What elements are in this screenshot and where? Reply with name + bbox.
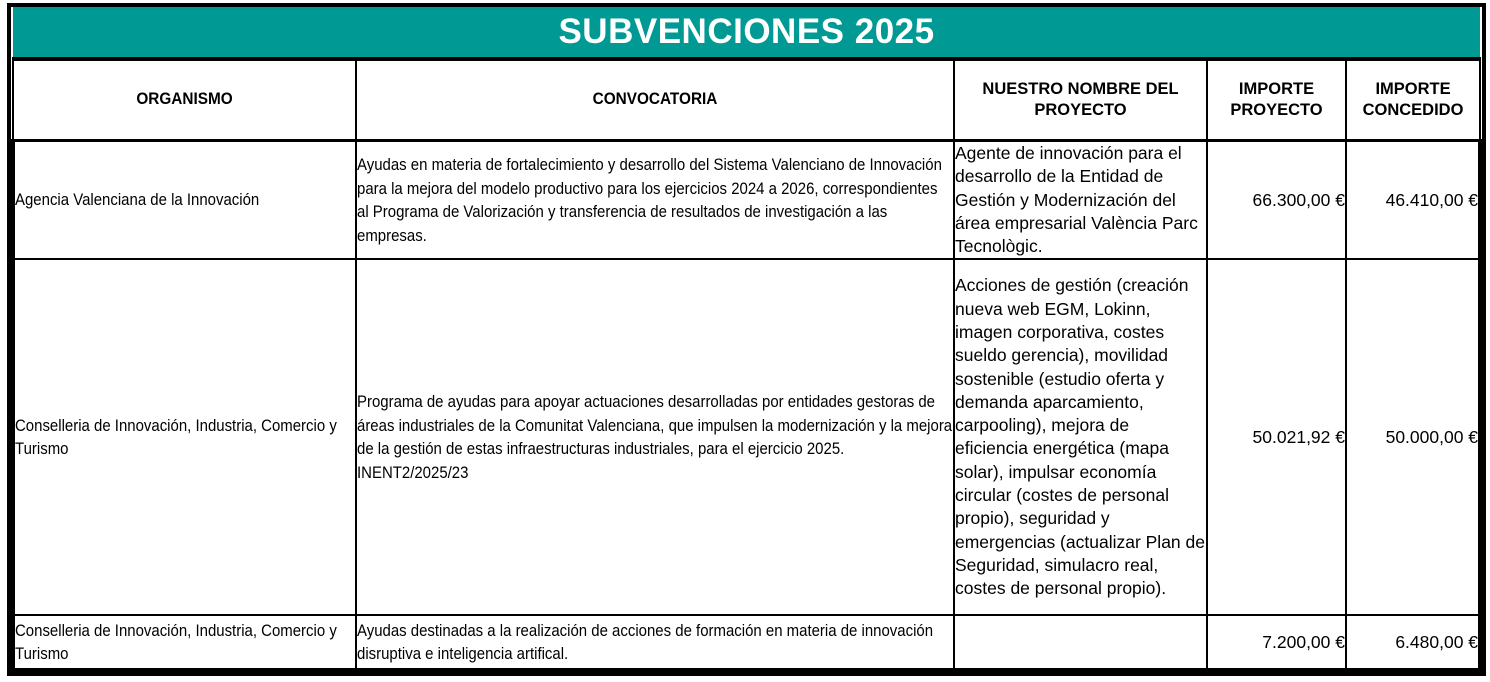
nombre-proyecto-text: Agente de innovación para el desarrollo de la Entidad de Gestión y Modernización del área empresarial València Parc Tecnològic. xyxy=(955,143,1198,257)
table-row xyxy=(13,259,1480,615)
cell-convocatoria[interactable] xyxy=(356,141,954,260)
grants-table xyxy=(11,7,1482,672)
cell-importe-concedido[interactable] xyxy=(1346,259,1480,615)
cell-importe-proyecto[interactable] xyxy=(1207,259,1346,615)
cell-convocatoria[interactable] xyxy=(356,615,954,670)
organismo-text: Conselleria de Innovación, Industria, Comercio y Turismo xyxy=(15,415,337,459)
convocatoria-text: Ayudas destinadas a la realización de acciones de formación en materia de innovación disruptiva e inteligencia artifical. xyxy=(357,620,934,664)
cell-importe-concedido[interactable] xyxy=(1346,141,1480,260)
convocatoria-text: Ayudas en materia de fortalecimiento y desarrollo del Sistema Valenciano de Innovación para la mejora del modelo productivo para los ejercicios 2024 a 2026, correspondientes al Programa de Valorización y transferencia de resultados de investigación a las empresas. xyxy=(357,155,942,245)
table-row xyxy=(13,141,1480,260)
importe-concedido-value: 50.000,00 € xyxy=(1385,426,1479,447)
cell-nombre-proyecto[interactable] xyxy=(954,141,1207,260)
importe-proyecto-value: 66.300,00 € xyxy=(1252,189,1345,210)
title-row xyxy=(13,7,1480,59)
column-header-importe-proyecto[interactable]: IMPORTE PROYECTO xyxy=(1207,59,1346,141)
cell-organismo[interactable] xyxy=(13,141,356,260)
importe-concedido-value: 46.410,00 € xyxy=(1385,189,1479,210)
importe-concedido-value: 6.480,00 € xyxy=(1395,631,1479,652)
organismo-text: Conselleria de Innovación, Industria, Comercio y Turismo xyxy=(15,620,337,664)
importe-proyecto-value: 7.200,00 € xyxy=(1262,631,1345,652)
column-header-row xyxy=(13,59,1480,141)
cell-importe-concedido[interactable] xyxy=(1346,615,1480,670)
cell-organismo[interactable] xyxy=(13,259,356,615)
cell-convocatoria[interactable] xyxy=(356,259,954,615)
cell-importe-proyecto[interactable] xyxy=(1207,615,1346,670)
column-header-importe-concedido[interactable]: IMPORTE CONCEDIDO xyxy=(1346,59,1480,141)
column-header-nombre-proyecto[interactable]: NUESTRO NOMBRE DEL PROYECTO xyxy=(954,59,1207,141)
organismo-text: Agencia Valenciana de la Innovación xyxy=(15,190,260,210)
column-header-organismo[interactable]: ORGANISMO xyxy=(25,59,344,141)
convocatoria-text: Programa de ayudas para apoyar actuaciones desarrolladas por entidades gestoras de áreas industriales de la Comunitat Valenciana, que impulsen la modernización y la mejora de la gestión de estas infraestructuras industriales, para el ejercicio 2025. INENT2/2025/23 xyxy=(357,392,953,482)
column-header-convocatoria[interactable]: CONVOCATORIA xyxy=(377,59,933,141)
page-title: SUBVENCIONES 2025 xyxy=(558,12,935,51)
table-row xyxy=(13,615,1480,670)
nombre-proyecto-text: Acciones de gestión (creación nueva web EGM, Lokinn, imagen corporativa, costes sueldo gerencia), movilidad sostenible (estudio oferta y demanda aparcamiento, carpooling), mejora de eficiencia energética (mapa solar), impulsar economía circular (costes de personal propio), seguridad y emergencias (actualizar Plan de Seguridad, simulacro real, costes de personal propio). xyxy=(955,275,1205,599)
importe-proyecto-value: 50.021,92 € xyxy=(1252,426,1345,447)
cell-nombre-proyecto[interactable] xyxy=(954,259,1207,615)
cell-organismo[interactable] xyxy=(13,615,356,670)
cell-importe-proyecto[interactable] xyxy=(1207,141,1346,260)
table-title-banner xyxy=(13,7,1480,59)
cell-nombre-proyecto[interactable] xyxy=(954,615,1207,670)
